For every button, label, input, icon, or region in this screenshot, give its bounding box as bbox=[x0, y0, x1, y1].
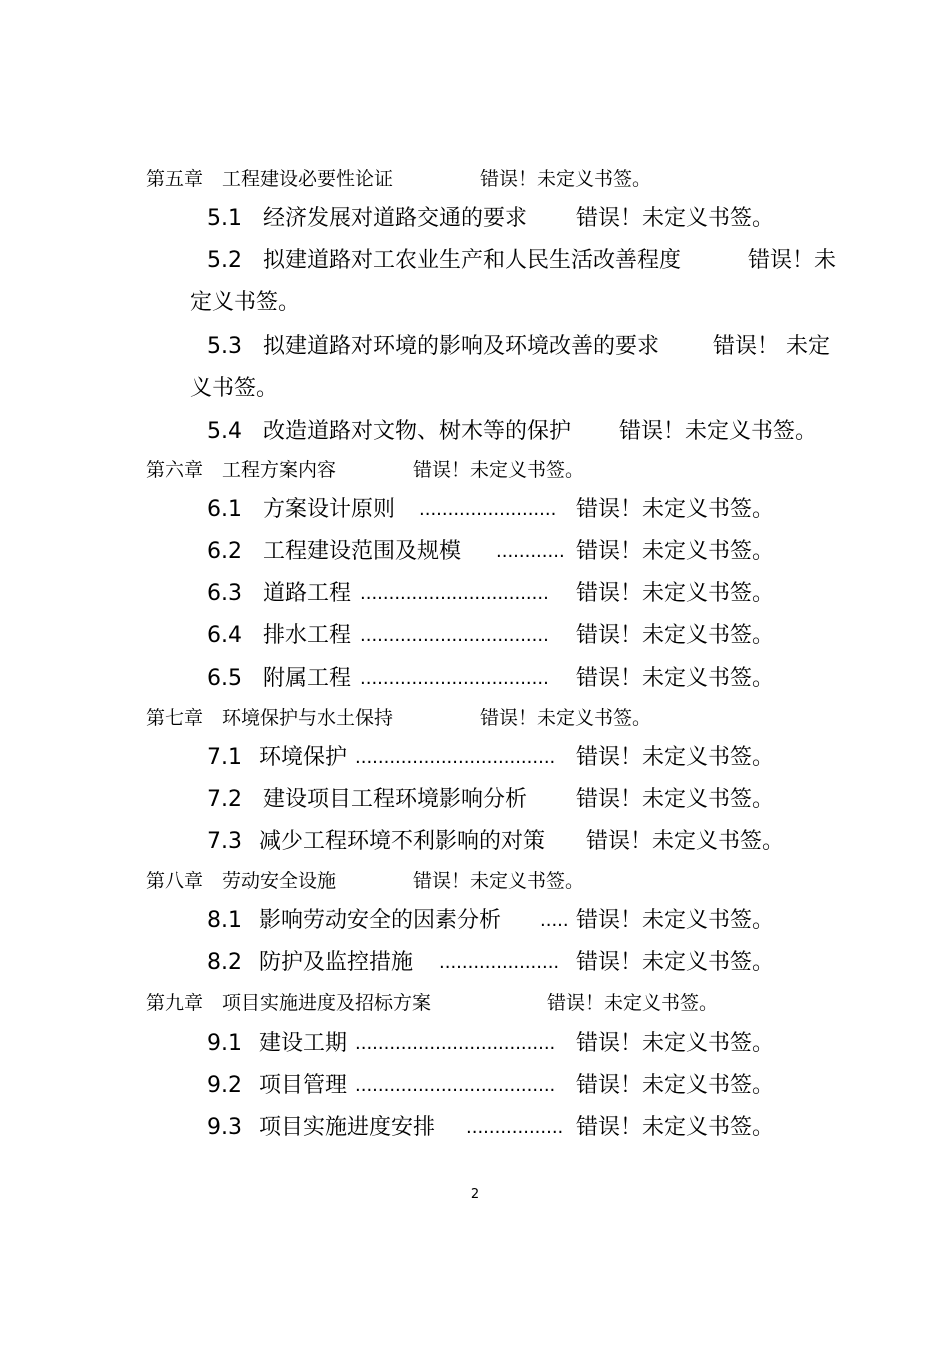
bookmark-error: 错误！未定义书签。 bbox=[480, 707, 652, 729]
bookmark-error: 错误！未定义书签。 bbox=[576, 745, 775, 770]
dot-leader: ................................... bbox=[355, 1033, 556, 1054]
toc-section-5-3-continuation bbox=[190, 378, 278, 400]
section-title: 拟建道路对环境的影响及环境改善的要求 bbox=[263, 334, 660, 359]
toc-section-6-1[interactable] bbox=[207, 497, 775, 522]
bookmark-error: 错误！未定义书签。 bbox=[576, 1073, 775, 1098]
toc-section-5-1[interactable] bbox=[207, 206, 775, 231]
section-title: 建设项目工程环境影响分析 bbox=[263, 787, 528, 812]
page-number: 2 bbox=[470, 1187, 480, 1202]
section-number: 9.2 bbox=[207, 1073, 242, 1098]
section-title: 拟建道路对工农业生产和人民生活改善程度 bbox=[263, 248, 682, 273]
toc-section-9-1[interactable] bbox=[207, 1031, 775, 1056]
section-number: 5.3 bbox=[207, 334, 242, 359]
bookmark-error: 错误！未定义书签。 bbox=[480, 168, 652, 190]
bookmark-error: 错误！未定义书签。 bbox=[576, 787, 775, 812]
section-number: 7.1 bbox=[207, 745, 242, 770]
bookmark-error: 错误！未定义书签。 bbox=[413, 459, 585, 481]
section-title: 附属工程 bbox=[263, 666, 352, 691]
bookmark-error: 错误！未定义书签。 bbox=[576, 497, 775, 522]
section-number: 5.1 bbox=[207, 206, 242, 231]
toc-section-6-4[interactable] bbox=[207, 623, 775, 648]
section-number: 9.1 bbox=[207, 1031, 242, 1056]
chapter-title: 第七章 环境保护与水土保持 bbox=[146, 707, 394, 729]
toc-section-7-3[interactable] bbox=[207, 829, 785, 854]
section-number: 6.1 bbox=[207, 497, 242, 522]
toc-section-9-2[interactable] bbox=[207, 1073, 775, 1098]
dot-leader: ............ bbox=[496, 541, 565, 562]
chapter-title: 第八章 劳动安全设施 bbox=[146, 870, 337, 892]
toc-section-5-3[interactable] bbox=[207, 334, 830, 359]
toc-chapter-5[interactable] bbox=[146, 168, 652, 190]
toc-section-9-3[interactable] bbox=[207, 1115, 775, 1140]
toc-chapter-9[interactable] bbox=[146, 992, 719, 1014]
dot-leader: ................................. bbox=[360, 625, 549, 646]
bookmark-error: 错误！ 未定 bbox=[713, 334, 830, 359]
section-number: 7.3 bbox=[207, 829, 242, 854]
dot-leader: ..... bbox=[540, 910, 569, 931]
bookmark-error: 错误！未定义书签。 bbox=[576, 539, 775, 564]
section-title: 减少工程环境不利影响的对策 bbox=[259, 829, 546, 854]
bookmark-error: 义书签。 bbox=[190, 376, 279, 401]
bookmark-error: 错误！未定义书签。 bbox=[576, 1031, 775, 1056]
toc-section-5-4[interactable] bbox=[207, 419, 818, 444]
toc-section-5-2-continuation bbox=[190, 292, 300, 314]
bookmark-error: 错误！未定义书签。 bbox=[576, 950, 775, 975]
dot-leader: ................................... bbox=[355, 1075, 556, 1096]
chapter-title: 第九章 项目实施进度及招标方案 bbox=[146, 992, 432, 1014]
section-title: 经济发展对道路交通的要求 bbox=[263, 206, 528, 231]
section-title: 项目实施进度安排 bbox=[259, 1115, 436, 1140]
bookmark-error: 错误！未 bbox=[748, 248, 837, 273]
bookmark-error: 错误！未定义书签。 bbox=[413, 870, 585, 892]
section-number: 6.5 bbox=[207, 666, 242, 691]
toc-section-7-2[interactable] bbox=[207, 787, 775, 812]
bookmark-error: 错误！未定义书签。 bbox=[586, 829, 785, 854]
toc-section-8-2[interactable] bbox=[207, 950, 775, 975]
section-number: 6.3 bbox=[207, 581, 242, 606]
dot-leader: ..................... bbox=[439, 952, 560, 973]
chapter-title: 第五章 工程建设必要性论证 bbox=[146, 168, 394, 190]
bookmark-error: 错误！未定义书签。 bbox=[576, 581, 775, 606]
section-title: 道路工程 bbox=[263, 581, 352, 606]
bookmark-error: 错误！未定义书签。 bbox=[576, 623, 775, 648]
bookmark-error: 错误！未定义书签。 bbox=[576, 908, 775, 933]
section-number: 8.1 bbox=[207, 908, 242, 933]
dot-leader: ................................... bbox=[355, 747, 556, 768]
section-number: 7.2 bbox=[207, 787, 242, 812]
section-title: 影响劳动安全的因素分析 bbox=[259, 908, 502, 933]
bookmark-error: 错误！未定义书签。 bbox=[576, 1115, 775, 1140]
toc-section-8-1[interactable] bbox=[207, 908, 775, 933]
dot-leader: ................................. bbox=[360, 668, 549, 689]
section-number: 5.4 bbox=[207, 419, 242, 444]
bookmark-error: 错误！未定义书签。 bbox=[576, 666, 775, 691]
bookmark-error: 错误！未定义书签。 bbox=[576, 206, 775, 231]
section-title: 防护及监控措施 bbox=[259, 950, 414, 975]
dot-leader: ................................. bbox=[360, 583, 549, 604]
dot-leader: ........................ bbox=[419, 499, 557, 520]
bookmark-error: 错误！未定义书签。 bbox=[547, 992, 719, 1014]
toc-section-6-3[interactable] bbox=[207, 581, 775, 606]
chapter-title: 第六章 工程方案内容 bbox=[146, 459, 337, 481]
toc-chapter-8[interactable] bbox=[146, 870, 585, 892]
bookmark-error: 错误！未定义书签。 bbox=[619, 419, 818, 444]
toc-chapter-7[interactable] bbox=[146, 707, 652, 729]
toc-section-5-2[interactable] bbox=[207, 248, 837, 273]
section-number: 6.4 bbox=[207, 623, 242, 648]
section-title: 方案设计原则 bbox=[263, 497, 396, 522]
toc-section-6-2[interactable] bbox=[207, 539, 775, 564]
toc-section-7-1[interactable] bbox=[207, 745, 775, 770]
toc-chapter-6[interactable] bbox=[146, 459, 585, 481]
section-title: 排水工程 bbox=[263, 623, 352, 648]
section-number: 8.2 bbox=[207, 950, 242, 975]
section-title: 改造道路对文物、树木等的保护 bbox=[263, 419, 572, 444]
section-title: 建设工期 bbox=[259, 1031, 348, 1056]
dot-leader: ................. bbox=[466, 1117, 564, 1138]
section-number: 5.2 bbox=[207, 248, 242, 273]
section-title: 环境保护 bbox=[259, 745, 348, 770]
bookmark-error: 定义书签。 bbox=[190, 290, 301, 315]
section-number: 6.2 bbox=[207, 539, 242, 564]
section-title: 工程建设范围及规模 bbox=[263, 539, 462, 564]
toc-section-6-5[interactable] bbox=[207, 666, 775, 691]
section-title: 项目管理 bbox=[259, 1073, 348, 1098]
section-number: 9.3 bbox=[207, 1115, 242, 1140]
